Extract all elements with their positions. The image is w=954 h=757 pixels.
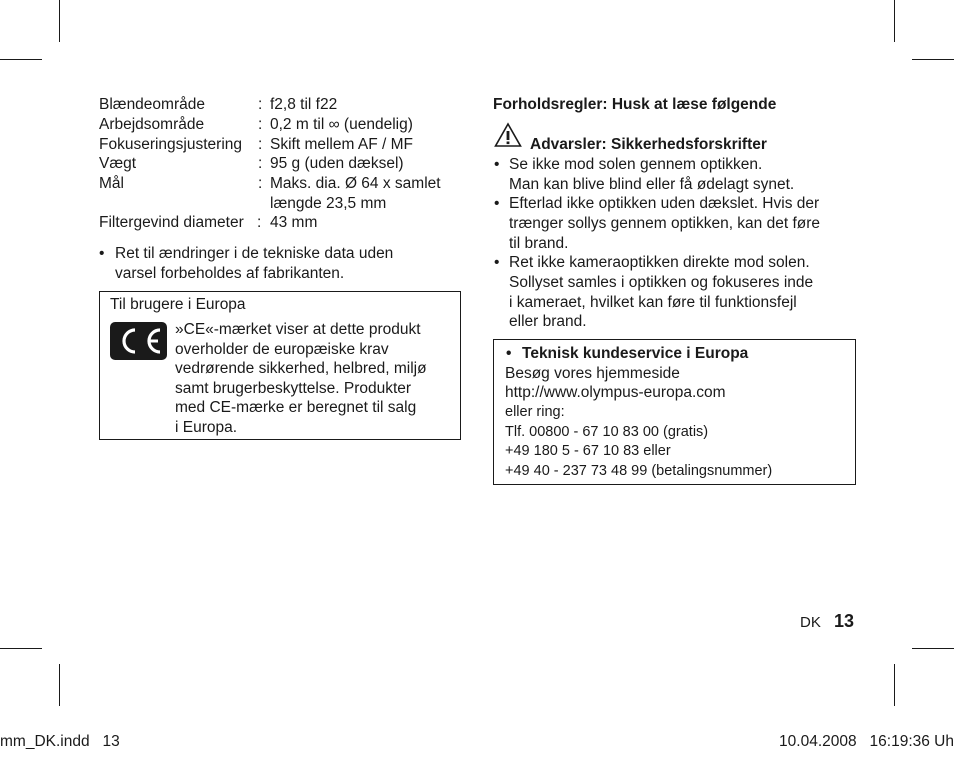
spec-colon: : xyxy=(258,175,263,192)
crop-mark-bottom-right-v xyxy=(894,664,895,706)
crop-mark-top-right-h xyxy=(912,59,954,60)
spec-colon: : xyxy=(258,116,263,133)
ce-mark-icon-svg xyxy=(110,322,167,360)
bullet: • xyxy=(494,195,500,212)
precaution-line: Ret ikke kameraoptikken direkte mod solen. xyxy=(509,254,810,271)
page-language: DK xyxy=(800,614,821,631)
precaution-line: til brand. xyxy=(509,235,569,252)
spec-value: 95 g (uden dæksel) xyxy=(270,155,404,172)
crop-mark-top-left-h xyxy=(0,59,42,60)
note-line: varsel forbeholdes af fabrikanten. xyxy=(115,265,345,282)
crop-mark-top-right-v xyxy=(894,0,895,42)
slug-filename: mm_DK.indd 13 xyxy=(0,733,120,750)
precaution-line: Sollyset samles i optikken og fokuseres inde xyxy=(509,274,814,291)
spec-colon: : xyxy=(257,214,262,231)
crop-mark-top-left-v xyxy=(59,0,60,42)
service-box-title: Teknisk kundeservice i Europa xyxy=(522,345,749,362)
service-phone-line: +49 40 - 237 73 48 99 (betalingsnummer) xyxy=(505,463,773,479)
service-phone-line: Tlf. 00800 - 67 10 83 00 (gratis) xyxy=(505,424,709,440)
warning-heading: Advarsler: Sikkerhedsforskrifter xyxy=(530,136,767,153)
europe-box-title: Til brugere i Europa xyxy=(110,296,246,313)
spec-label: Arbejdsområde xyxy=(99,116,205,133)
precaution-line: Se ikke mod solen gennem optikken. xyxy=(509,156,763,173)
spec-label: Mål xyxy=(99,175,124,192)
spec-colon: : xyxy=(258,136,263,153)
crop-mark-bottom-left-h xyxy=(0,648,42,649)
spec-row xyxy=(99,135,469,155)
spec-value: Maks. dia. Ø 64 x samlet xyxy=(270,175,441,192)
europe-box-line: »CE«-mærket viser at dette produkt xyxy=(175,321,421,338)
warning-triangle-svg xyxy=(494,122,522,148)
spec-colon: : xyxy=(258,96,263,113)
spec-row xyxy=(99,154,469,174)
ce-mark-icon xyxy=(110,322,167,360)
service-website-link: http://www.olympus-europa.com xyxy=(505,384,726,401)
warning-icon xyxy=(494,122,522,148)
page-number: 13 xyxy=(834,611,855,631)
spec-value-continued: længde 23,5 mm xyxy=(270,195,387,212)
bullet: • xyxy=(506,345,512,362)
service-box xyxy=(493,339,856,485)
crop-mark-bottom-right-h xyxy=(912,648,954,649)
crop-mark-bottom-left-v xyxy=(59,664,60,706)
precaution-line: eller brand. xyxy=(509,313,587,330)
slug-datetime: 10.04.2008 16:19:36 Uh xyxy=(779,733,954,750)
europe-box-line: samt brugerbeskyttelse. Produkter xyxy=(175,380,412,397)
spec-label: Filtergevind diameter xyxy=(99,214,244,231)
spec-row xyxy=(99,174,469,214)
europe-box-line: i Europa. xyxy=(175,419,238,436)
precaution-line: i kameraet, hvilket kan føre til funktionsfejl xyxy=(509,294,797,311)
service-phone-line: +49 180 5 - 67 10 83 eller xyxy=(505,443,671,459)
service-box-line: eller ring: xyxy=(505,404,565,420)
precaution-line: Efterlad ikke optikken uden dækslet. Hvis der xyxy=(509,195,820,212)
spec-value: Skift mellem AF / MF xyxy=(270,136,413,153)
europe-ce-box xyxy=(99,291,461,440)
spec-value: f2,8 til f22 xyxy=(270,96,338,113)
precaution-line: trænger sollys gennem optikken, kan det føre xyxy=(509,215,821,232)
spec-value: 0,2 m til ∞ (uendelig) xyxy=(270,116,413,133)
bullet: • xyxy=(99,245,105,262)
europe-box-line: overholder de europæiske krav xyxy=(175,341,389,358)
spec-label: Blændeområde xyxy=(99,96,205,113)
spec-row xyxy=(99,115,469,135)
precaution-line: Man kan blive blind eller få ødelagt synet. xyxy=(509,176,795,193)
service-box-line: Besøg vores hjemmeside xyxy=(505,365,680,382)
spec-label: Vægt xyxy=(99,155,137,172)
europe-box-line: vedrørende sikkerhed, helbred, miljø xyxy=(175,360,427,377)
note-line: Ret til ændringer i de tekniske data uden xyxy=(115,245,394,262)
spec-row xyxy=(99,95,469,115)
europe-box-line: med CE-mærke er beregnet til salg xyxy=(175,399,417,416)
spec-colon: : xyxy=(258,155,263,172)
precautions-heading: Forholdsregler: Husk at læse følgende xyxy=(493,96,777,113)
spec-label: Fokuseringsjustering xyxy=(99,136,243,153)
spec-value: 43 mm xyxy=(270,214,318,231)
bullet: • xyxy=(494,156,500,173)
bullet: • xyxy=(494,254,500,271)
spec-row xyxy=(99,213,469,233)
